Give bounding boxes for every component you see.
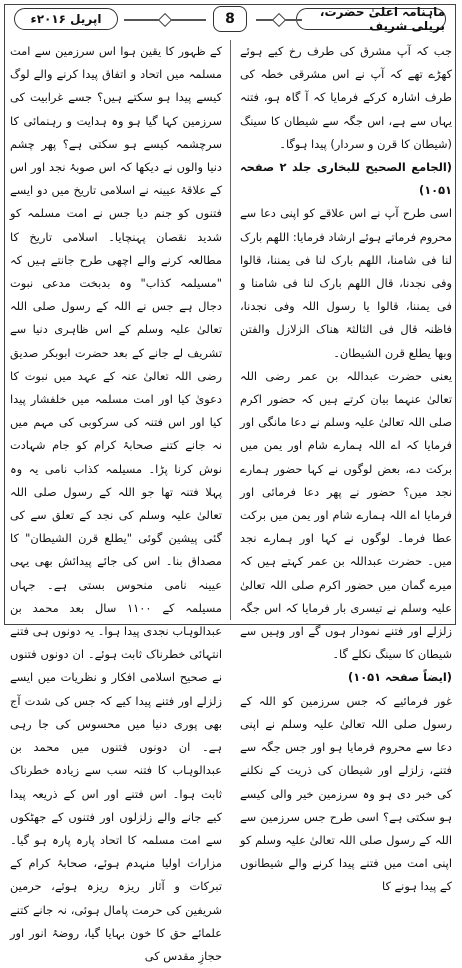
ornament-diamond-icon: [272, 13, 286, 27]
issue-date: اپریل ۲۰۱۶ء: [14, 8, 118, 30]
magazine-title: ماہنامہ اعلیٰ حضرت، بریلی شریف: [296, 8, 446, 30]
left-column: [10, 40, 223, 963]
column-divider: [230, 40, 231, 620]
paragraph: اسی طرح آپ نے اس علاقے کو اپنی دعا سے محروم فرماتے ہوئے ارشاد فرمایا: اللھم بارک لنا فی شامنا، اللھم بارک لنا فی یمننا، قالوا وفی نجدنا، قال اللھم بارک لنا فی شامنا و فی یمننا، قالوا یا رسول اللہ وفی نجدنا، فاظنہ قال فی الثالثۃ ھناک الزلازل والفتن وبھا یطلع قرن الشیطان۔: [240, 206, 452, 360]
paragraph: جب کہ آپ مشرق کی طرف رخ کیے ہوئے کھڑے تھے کہ آپ نے اس مشرقی خطہ کی طرف اشارہ کرکے فرمایا کہ آ گاہ ہو، فتنہ یہاں سے ہے، اس جگہ سے شیطان کا سینگ (شیطان کا قرن و سردار) پیدا ہوگا۔: [240, 44, 452, 151]
paragraph: غور فرمائیے کہ جس سرزمین کو اللہ کے رسول صلی اللہ تعالیٰ علیہ وسلم نے اپنی دعا سے محروم فرمایا ہو اور جس جگہ سے فتنے، زلزلے اور شیطان کی ذریت کے نکلنے کی خبر دی ہو وہ سرزمین خیر والی کیسے ہو سکتی ہے؟ اسی طرح جس سرزمین سے اللہ کے رسول صلی اللہ تعالیٰ علیہ وسلم کو اپنی امت میں فتنے پیدا کرنے والے شیطانوں کے پیدا ہونے کا: [240, 693, 452, 894]
page-header: [4, 4, 456, 36]
citation: (الجامع الصحیح للبخاری جلد ۲ صفحہ ۱۰۵۱): [240, 160, 452, 198]
paragraph: کے ظہور کا یقین ہوا اس سرزمین سے امت مسلمہ میں اتحاد و اتفاق پیدا کرنے والے لوگ کیسے پیدا ہو سکتے ہیں؟ جسے غرابیت کی سرزمین کہا گیا ہو وہ ہدایت و رہنمائی کا سرچشمہ کیسے ہو سکتی ہے؟ پھر چشم دنیا والوں نے دیکھا کہ اس صوبۂ نجد اور اس کے علاقۂ عیینہ نے اسلامی تاریخ میں دو ایسے فتنوں کو جنم دیا جس نے امت مسلمہ کو شدید نقصان پہنچایا۔ اسلامی تاریخ کا مطالعہ کرنے والے اچھی طرح جانتے ہیں کہ "مسیلمہ کذاب" وہ بدبخت مدعی نبوت دجال ہے جس نے اللہ کے رسول صلی اللہ تعالیٰ علیہ وسلم کے اس ظاہری دنیا سے تشریف لے جانے کے بعد حضرت ابوبکر صدیق رضی اللہ تعالیٰ عنہ کے عہد میں نبوت کا دعویٰ کیا اور امت مسلمہ میں خلفشار پیدا کیا اور اس فتنہ کی سرکوبی کی مہم میں نہ جانے کتنے صحابۂ کرام کو جام شہادت نوش کرنا پڑا۔ مسیلمہ کذاب نامی یہ وہ پہلا فتنہ تھا جو اللہ کے رسول صلی اللہ تعالیٰ علیہ وسلم کی نجد کے تعلق سے کی گئی پیشین گوئی "یطلع قرن الشیطان" کا مصداق بنا۔ اس کی جائے پیدائش بھی یہی عیینہ نامی منحوس بستی ہے۔ جہاں مسیلمہ کے ۱۱۰۰ سال بعد محمد بن عبدالوہاب نجدی پیدا ہوا۔ یہ دونوں ہی فتنے انتہائی خطرناک ثابت ہوئے۔ ان دونوں فتنوں نے صحیح اسلامی افکار و نظریات میں ایسے زلزلے اور فتنے پیدا کیے کہ جس کی شدت آج بھی پوری دنیا میں محسوس کی جا رہی ہے۔ ان دونوں فتنوں میں محمد بن عبدالوہاب کا فتنہ سب سے زیادہ خطرناک ثابت ہوا۔ اس فتنے اور اس کے ذریعہ پیدا کیے جانے والے زلزلوں اور فتنوں کے جھٹکوں سے امت مسلمہ کا اتحاد پارہ پارہ ہو گیا۔ مزارات اولیا منہدم ہوئے، صحابۂ کرام کے تبرکات و آثار ریزہ ریزہ ہوئے، حرمین شریفین کی حرمت پامال ہوئی، نہ جانے کتنے علمائے حق کا خون بہایا گیا، روضۂ انور اور حجازِ مقدس کی: [10, 44, 223, 963]
paragraph: یعنی حضرت عبداللہ بن عمر رضی اللہ تعالیٰ عنہما بیان کرتے ہیں کہ حضور اکرم صلی اللہ تعالیٰ علیہ وسلم نے دعا مانگی اور فرمایا کہ اے اللہ ہمارے شام اور یمن میں برکت دے، بعض لوگوں نے کہا حضور ہمارے نجد میں؟ حضور نے پھر دعا فرمائی اور فرمایا اے اللہ ہمارے شام اور یمن میں برکت عطا فرما۔ لوگوں نے کہا اور ہمارے نجد میں۔ حضرت عبداللہ بن عمر کہتے ہیں کہ میرے گمان میں حضور اکرم صلی اللہ تعالیٰ علیہ وسلم نے تیسری بار فرمایا کہ اس جگہ زلزلے اور فتنے نمودار ہوں گے اور وہیں سے شیطان کا سینگ نکلے گا۔: [240, 368, 452, 662]
right-column: [240, 40, 452, 894]
page-number: 8: [213, 6, 247, 32]
ornament-diamond-icon: [158, 13, 172, 27]
citation: (ایضاً صفحہ ۱۰۵۱): [348, 670, 452, 685]
